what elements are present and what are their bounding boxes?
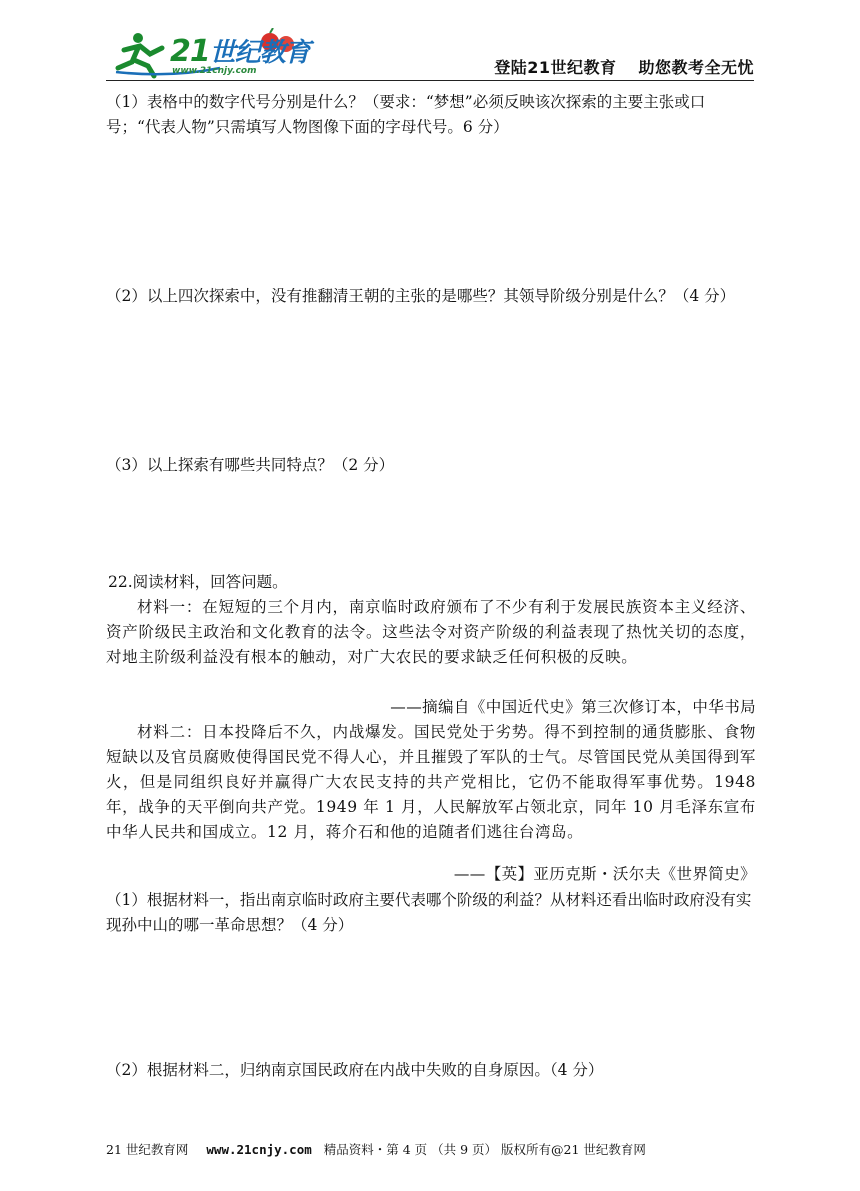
footer-url[interactable]: www.21cnjy.com <box>206 1142 312 1157</box>
page-footer <box>106 1140 646 1158</box>
q22-material1: 材料一：在短短的三个月内，南京临时政府颁布了不少有利于发展民族资本主义经济、资产阶级民主政治和文化教育的法令。这些法令对资产阶级的利益表现了热忱关切的态度，对地主阶级利益没有根本的触动，对广大农民的要求缺乏任何积极的反映。 <box>106 598 756 666</box>
q22-material2: 材料二：日本投降后不久，内战爆发。国民党处于劣势。得不到控制的通货膨胀、食物短缺以及官员腐败使得国民党不得人心，并且摧毁了军队的士气。尽管国民党从美国得到军火，但是同组织良好并赢得广大农民支持的共产党相比，它仍不能取得军事优势。1948 年，战争的天平倒向共产党。1949 年 1 月，人民解放军占领北京，同年 10 月毛泽东宣布中华人民共和国成立。12 月，蒋介石和他的追随者们逃往台湾岛。 <box>106 723 756 841</box>
header-slogan <box>472 55 754 78</box>
q22-part2: （2）根据材料二，归纳南京国民政府在内战中失败的自身原因。（4 分） <box>106 1061 604 1079</box>
logo-wordmark: 21世纪教育 <box>170 34 310 69</box>
q22-source2: ——【英】亚历克斯・沃尔夫《世界简史》 <box>453 865 756 883</box>
q21-part1: （1）表格中的数字代号分别是什么？（要求：“梦想”必须反映该次探索的主要主张或口号；“代表人物”只需填写人物图像下面的字母代号。6 分） <box>106 93 706 136</box>
q22-title: 22.阅读材料，回答问题。 <box>108 573 288 591</box>
slogan-motto: 助您教考全无忧 <box>638 58 754 77</box>
slogan-login: 登陆21世纪教育 <box>494 58 617 77</box>
q21-part3: （3）以上探索有哪些共同特点？（2 分） <box>106 456 395 474</box>
q22-part1: （1）根据材料一，指出南京临时政府主要代表哪个阶级的利益？从材料还看出临时政府没有实现孙中山的哪一革命思想？（4 分） <box>106 891 752 934</box>
logo-url: www.21cnjy.com <box>172 66 257 76</box>
q21-part2: （2）以上四次探索中，没有推翻清王朝的主张的是哪些？其领导阶级分别是什么？（4 分） <box>106 287 736 305</box>
header-divider <box>106 80 754 81</box>
q22-source1: ——摘编自《中国近代史》第三次修订本，中华书局 <box>390 698 756 716</box>
footer-site: 21 世纪教育网 <box>106 1142 189 1157</box>
footer-info: 精品资料・第 4 页 （共 9 页） 版权所有@21 世纪教育网 <box>323 1142 646 1157</box>
